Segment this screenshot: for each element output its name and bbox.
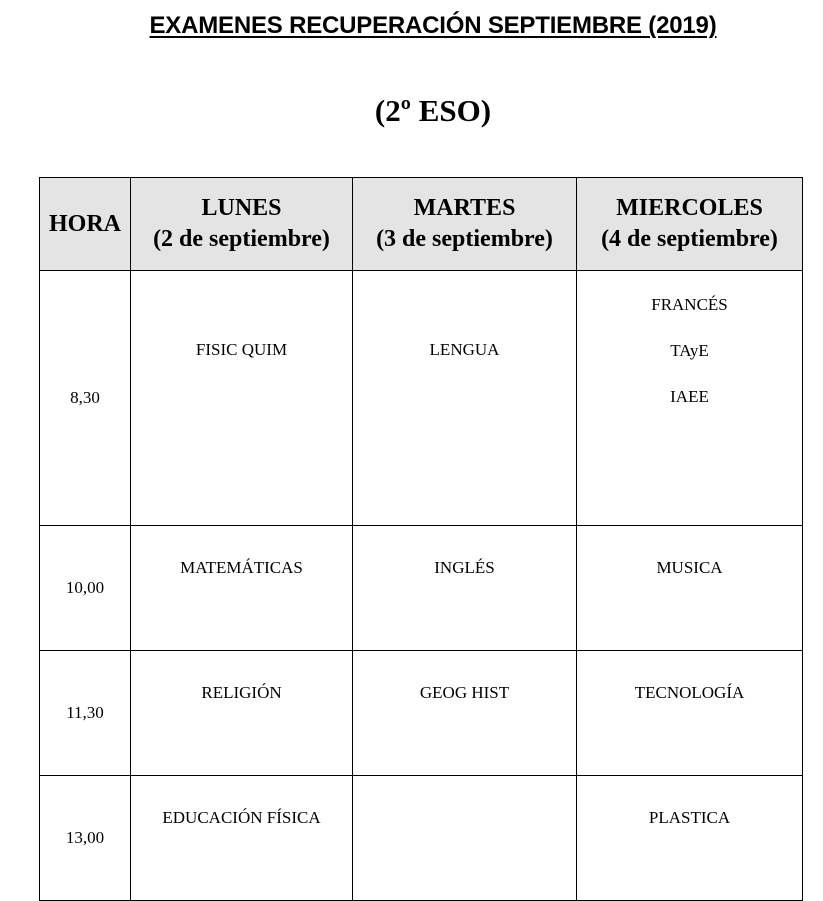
miercoles-cell xyxy=(577,776,803,901)
hour-cell xyxy=(40,651,131,776)
subject: IAEE xyxy=(670,387,709,406)
martes-cell xyxy=(353,651,577,776)
miercoles-cell xyxy=(577,526,803,651)
header-row xyxy=(40,178,803,271)
subject: TECNOLOGÍA xyxy=(634,683,745,702)
lunes-cell xyxy=(131,526,353,651)
subject: INGLÉS xyxy=(434,558,495,577)
subject: RELIGIÓN xyxy=(201,683,282,702)
lunes-cell xyxy=(131,271,353,526)
lunes-cell xyxy=(131,776,353,901)
table-row xyxy=(40,526,803,651)
table-row xyxy=(40,776,803,901)
header-miercoles xyxy=(577,178,803,271)
lunes-cell xyxy=(131,651,353,776)
document-title: EXAMENES RECUPERACIÓN SEPTIEMBRE (2019) xyxy=(149,12,717,39)
table-row xyxy=(40,271,803,526)
hour-value: 8,30 xyxy=(70,388,100,407)
hour-value: 11,30 xyxy=(66,703,104,722)
header-hora xyxy=(40,178,131,271)
hour-value: 10,00 xyxy=(65,578,105,597)
exam-schedule-table xyxy=(39,177,803,901)
subject: MATEMÁTICAS xyxy=(180,558,303,577)
document-subtitle: (2º ESO) xyxy=(374,93,492,128)
subject: FISIC QUIM xyxy=(195,340,288,359)
miercoles-cell xyxy=(577,271,803,526)
header-martes-label: MARTES xyxy=(413,195,516,221)
hour-cell xyxy=(40,526,131,651)
subject: LENGUA xyxy=(429,340,500,359)
martes-cell xyxy=(353,776,577,901)
miercoles-cell xyxy=(577,651,803,776)
header-hora-label: HORA xyxy=(49,210,121,237)
martes-cell xyxy=(353,526,577,651)
header-lunes-label: LUNES xyxy=(201,195,282,221)
header-lunes-date: (2 de septiembre) xyxy=(153,226,330,252)
header-martes xyxy=(353,178,577,271)
subject: EDUCACIÓN FÍSICA xyxy=(162,808,321,827)
hour-cell xyxy=(40,271,131,526)
header-martes-date: (3 de septiembre) xyxy=(376,226,553,252)
subject: FRANCÉS xyxy=(651,295,728,314)
table-row xyxy=(40,651,803,776)
subject: PLASTICA xyxy=(648,808,731,827)
header-lunes xyxy=(131,178,353,271)
header-miercoles-date: (4 de septiembre) xyxy=(601,226,778,252)
martes-cell xyxy=(353,271,577,526)
hour-cell xyxy=(40,776,131,901)
header-miercoles-label: MIERCOLES xyxy=(616,195,763,221)
subject: GEOG HIST xyxy=(419,683,510,702)
hour-value: 13,00 xyxy=(65,828,105,847)
subject: MUSICA xyxy=(656,558,723,577)
subject: TAyE xyxy=(670,341,709,360)
